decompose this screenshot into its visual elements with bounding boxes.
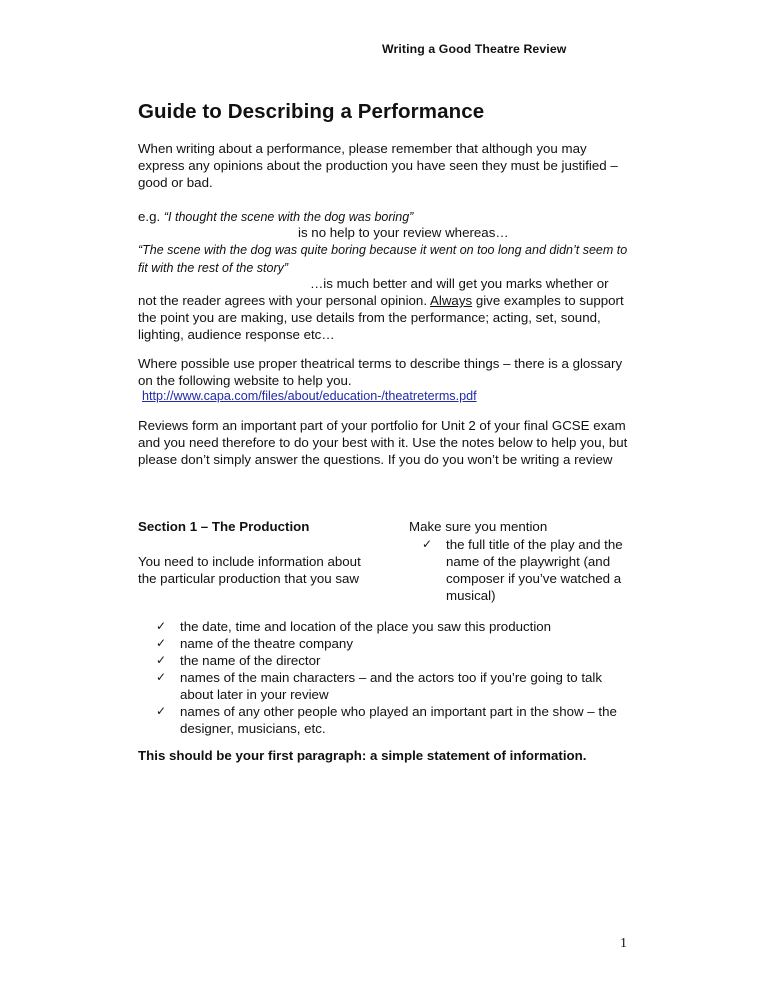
always-emphasis: Always (430, 293, 473, 308)
page-number: 1 (620, 936, 627, 951)
section-heading: Section 1 – The Production (138, 519, 310, 534)
checkmark-icon: ✓ (156, 636, 167, 650)
checkmark-icon: ✓ (156, 653, 167, 667)
checkmark-icon: ✓ (422, 537, 433, 551)
checklist-item: ✓ name of the theatre company (156, 636, 353, 651)
checklist-item: ✓ names of the main characters – and the actors too if you’re going to talk about later in your review (156, 670, 603, 702)
examples-text-start: not the reader agrees with your personal opinion. (138, 293, 428, 308)
running-header: Writing a Good Theatre Review (382, 42, 567, 56)
checklist (156, 618, 626, 737)
example-line (138, 208, 628, 226)
checklist-item: ✓ the name of the director (156, 653, 321, 668)
checkmark-icon: ✓ (156, 619, 167, 633)
checkmark-icon: ✓ (156, 704, 167, 718)
intro-paragraph: When writing about a performance, please remember that although you may express any opinions about the production you have seen they must be justified – good or bad. (138, 141, 618, 191)
section-description: You need to include information about the particular production that you saw (138, 554, 361, 586)
glossary-link[interactable]: http://www.capa.com/files/about/education-/theatreterms.pdf (142, 389, 477, 403)
example-good-tail: …is much better and will get you marks whether or (310, 276, 609, 291)
examples-text-end: give examples to support the point you are making, use details from the performance; acting, set, sound, lighting, audience response etc… (138, 293, 624, 343)
examples-paragraph (138, 292, 628, 344)
example-no-help: is no help to your review whereas… (298, 225, 509, 240)
mention-item: ✓ the full title of the play and the name of the playwright (and composer if you’ve watched a musical) (422, 537, 623, 603)
mention-heading: Make sure you mention (409, 519, 548, 534)
checkmark-icon: ✓ (156, 670, 167, 684)
mention-list (422, 536, 634, 604)
example-prefix: e.g. (138, 209, 161, 224)
page-title: Guide to Describing a Performance (138, 100, 485, 123)
example-good-quote: “The scene with the dog was quite boring because it went on too long and didn’t seem to fit with the rest of the story” (138, 243, 628, 275)
checklist-item: ✓ the date, time and location of the place you saw this production (156, 619, 552, 634)
conclusion: This should be your first paragraph: a simple statement of information. (138, 748, 587, 763)
checklist-item: ✓ names of any other people who played an important part in the show – the designer, musicians, etc. (156, 704, 617, 736)
terms-paragraph: Where possible use proper theatrical terms to describe things – there is a glossary on the following website to help you. (138, 356, 623, 389)
example-bad-quote: “I thought the scene with the dog was boring” (163, 210, 414, 224)
portfolio-paragraph: Reviews form an important part of your portfolio for Unit 2 of your final GCSE exam and you need therefore to do your best with it. Use the notes below to help you, but please don’t simply answer the questions. If you do you won’t be writing a review (138, 418, 628, 468)
